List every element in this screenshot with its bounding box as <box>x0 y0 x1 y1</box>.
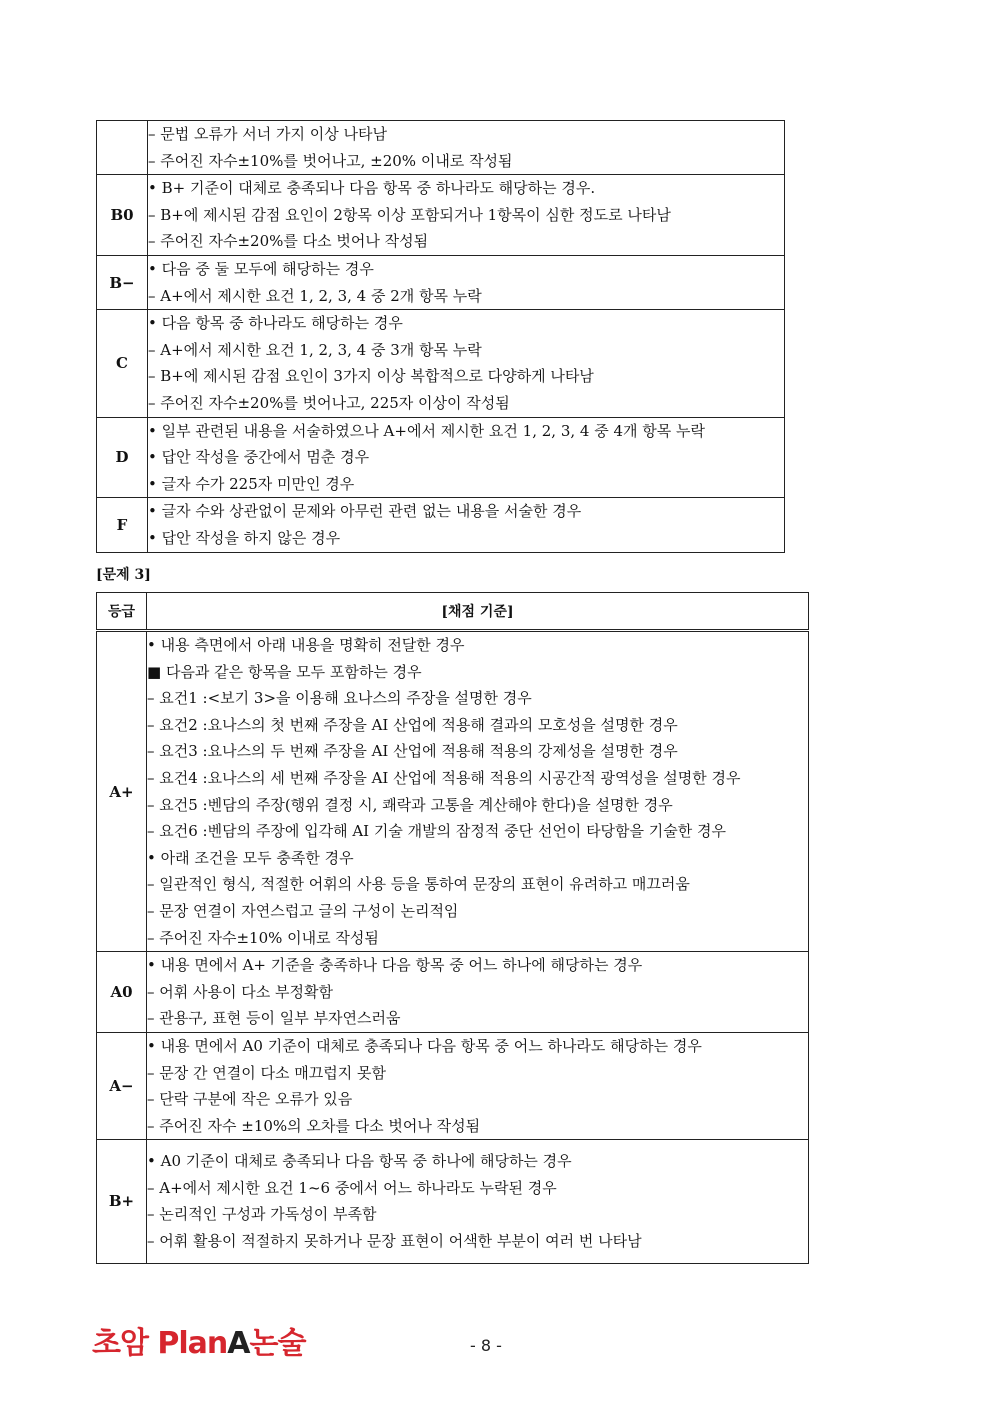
criteria-line: • 내용 측면에서 아래 내용을 명확히 전달한 경우 <box>147 636 465 654</box>
criteria-line: – 요건1 :<보기 3>을 이용해 요나스의 주장을 설명한 경우 <box>147 689 532 708</box>
header-grade: 등급 <box>97 593 147 631</box>
criteria-line: – 요건5 :벤담의 주장(행위 결정 시, 쾌락과 고통을 계산해야 한다)을 설명한 경우 <box>147 795 673 814</box>
grade-cell: B+ <box>97 1140 147 1263</box>
criteria-line: • 글자 수가 225자 미만인 경우 <box>148 474 355 493</box>
section-title: [문제 3] <box>96 567 151 583</box>
brand-logo <box>92 1318 305 1362</box>
criteria-line: – 논리적인 구성과 가독성이 부족함 <box>147 1205 377 1224</box>
criteria-line: – 주어진 자수±20%를 벗어나고, 225자 이상이 작성됨 <box>148 393 510 412</box>
logo-text-1: 초암 Plan <box>92 1326 228 1361</box>
criteria-line: – 문법 오류가 서너 가지 이상 나타남 <box>148 125 387 143</box>
table-row <box>97 631 809 952</box>
criteria-cell <box>148 175 785 256</box>
criteria-line: – 주어진 자수±10%를 벗어나고, ±20% 이내로 작성됨 <box>148 151 513 170</box>
grade-cell: A− <box>97 1032 147 1139</box>
criteria-line: – 문장 간 연결이 다소 매끄럽지 못함 <box>147 1063 386 1082</box>
criteria-line: – B+에 제시된 감점 요인이 2항목 이상 포함되거나 1항목이 심한 정도로 나타남 <box>148 205 671 224</box>
criteria-cell <box>148 498 785 552</box>
criteria-line: • 내용 면에서 A+ 기준을 충족하나 다음 항목 중 어느 하나에 해당하는 경우 <box>147 956 643 975</box>
criteria-line: • 답안 작성을 하지 않은 경우 <box>148 528 341 547</box>
table-row <box>97 417 785 498</box>
grade-cell: A+ <box>97 631 147 952</box>
grading-table-continued <box>96 120 785 553</box>
criteria-line: – 단락 구분에 작은 오류가 있음 <box>147 1090 353 1109</box>
criteria-line: • 다음 중 둘 모두에 해당하는 경우 <box>148 259 374 278</box>
criteria-cell <box>148 310 785 417</box>
criteria-line: – A+에서 제시한 요건 1, 2, 3, 4 중 2개 항목 누락 <box>148 286 482 305</box>
criteria-line: • A0 기준이 대체로 충족되나 다음 항목 중 하나에 해당하는 경우 <box>147 1152 572 1171</box>
table-header-row <box>97 593 809 631</box>
grade-cell <box>97 121 148 175</box>
table-row <box>97 255 785 309</box>
grade-cell: B− <box>97 255 148 309</box>
criteria-cell <box>147 952 809 1033</box>
criteria-line: – 관용구, 표현 등이 일부 부자연스러움 <box>147 1009 401 1028</box>
logo-text-3: 논술 <box>249 1326 306 1361</box>
logo-text-2: A <box>227 1326 250 1361</box>
criteria-line: • 다음 항목 중 하나라도 해당하는 경우 <box>148 314 403 333</box>
grade-cell: B0 <box>97 175 148 256</box>
grade-cell: C <box>97 310 148 417</box>
table-row <box>97 1140 809 1263</box>
criteria-line: – 주어진 자수 ±10%의 오차를 다소 벗어나 작성됨 <box>147 1116 481 1135</box>
criteria-cell <box>147 1140 809 1263</box>
criteria-line: • 아래 조건을 모두 충족한 경우 <box>147 848 354 867</box>
criteria-line: – 주어진 자수±20%를 다소 벗어나 작성됨 <box>148 232 429 251</box>
criteria-line: • B+ 기준이 대체로 충족되나 다음 항목 중 하나라도 해당하는 경우. <box>148 179 596 198</box>
grade-cell: A0 <box>97 952 147 1033</box>
criteria-cell <box>148 121 785 175</box>
header-criteria: [채점 기준] <box>147 593 809 631</box>
criteria-line: ■ 다음과 같은 항목을 모두 포함하는 경우 <box>147 662 422 681</box>
criteria-line: – 어휘 활용이 적절하지 못하거나 문장 표현이 어색한 부분이 여러 번 나타남 <box>147 1232 642 1251</box>
criteria-line: – 일관적인 형식, 적절한 어휘의 사용 등을 통하여 문장의 표현이 유려하고 매끄러움 <box>147 875 690 894</box>
criteria-cell <box>148 255 785 309</box>
criteria-line: • 답안 작성을 중간에서 멈춘 경우 <box>148 448 370 467</box>
table-row <box>97 952 809 1033</box>
table-row <box>97 498 785 552</box>
criteria-cell <box>148 417 785 498</box>
criteria-line: • 일부 관련된 내용을 서술하였으나 A+에서 제시한 요건 1, 2, 3, 4 중 4개 항목 누락 <box>148 421 706 440</box>
criteria-line: – A+에서 제시한 요건 1, 2, 3, 4 중 3개 항목 누락 <box>148 340 482 359</box>
table-row <box>97 1032 809 1139</box>
criteria-line: • 내용 면에서 A0 기준이 대체로 충족되나 다음 항목 중 어느 하나라도 해당하는 경우 <box>147 1036 702 1055</box>
page-number: - 8 - <box>470 1336 502 1355</box>
table-row <box>97 175 785 256</box>
table-row <box>97 121 785 175</box>
criteria-line: – B+에 제시된 감점 요인이 3가지 이상 복합적으로 다양하게 나타남 <box>148 367 594 386</box>
criteria-line: – 요건2 :요나스의 첫 번째 주장을 AI 산업에 적용해 결과의 모호성을 설명한 경우 <box>147 715 678 734</box>
criteria-line: • 글자 수와 상관없이 문제와 아무런 관련 없는 내용을 서술한 경우 <box>148 502 582 521</box>
criteria-line: – 문장 연결이 자연스럽고 글의 구성이 논리적임 <box>147 901 459 920</box>
grade-cell: F <box>97 498 148 552</box>
criteria-cell <box>147 1032 809 1139</box>
criteria-line: – A+에서 제시한 요건 1~6 중에서 어느 하나라도 누락된 경우 <box>147 1178 557 1197</box>
grade-cell: D <box>97 417 148 498</box>
criteria-line: – 요건6 :벤담의 주장에 입각해 AI 기술 개발의 잠정적 중단 선언이 타당함을 기술한 경우 <box>147 822 727 841</box>
criteria-line: – 요건4 :요나스의 세 번째 주장을 AI 산업에 적용해 적용의 시공간적 광역성을 설명한 경우 <box>147 768 741 787</box>
grading-table-problem-3 <box>96 592 809 1264</box>
criteria-line: – 어휘 사용이 다소 부정확함 <box>147 982 333 1001</box>
criteria-line: – 주어진 자수±10% 이내로 작성됨 <box>147 928 379 947</box>
table-row <box>97 310 785 417</box>
criteria-line: – 요건3 :요나스의 두 번째 주장을 AI 산업에 적용해 적용의 강제성을 설명한 경우 <box>147 742 678 761</box>
criteria-cell <box>147 631 809 952</box>
